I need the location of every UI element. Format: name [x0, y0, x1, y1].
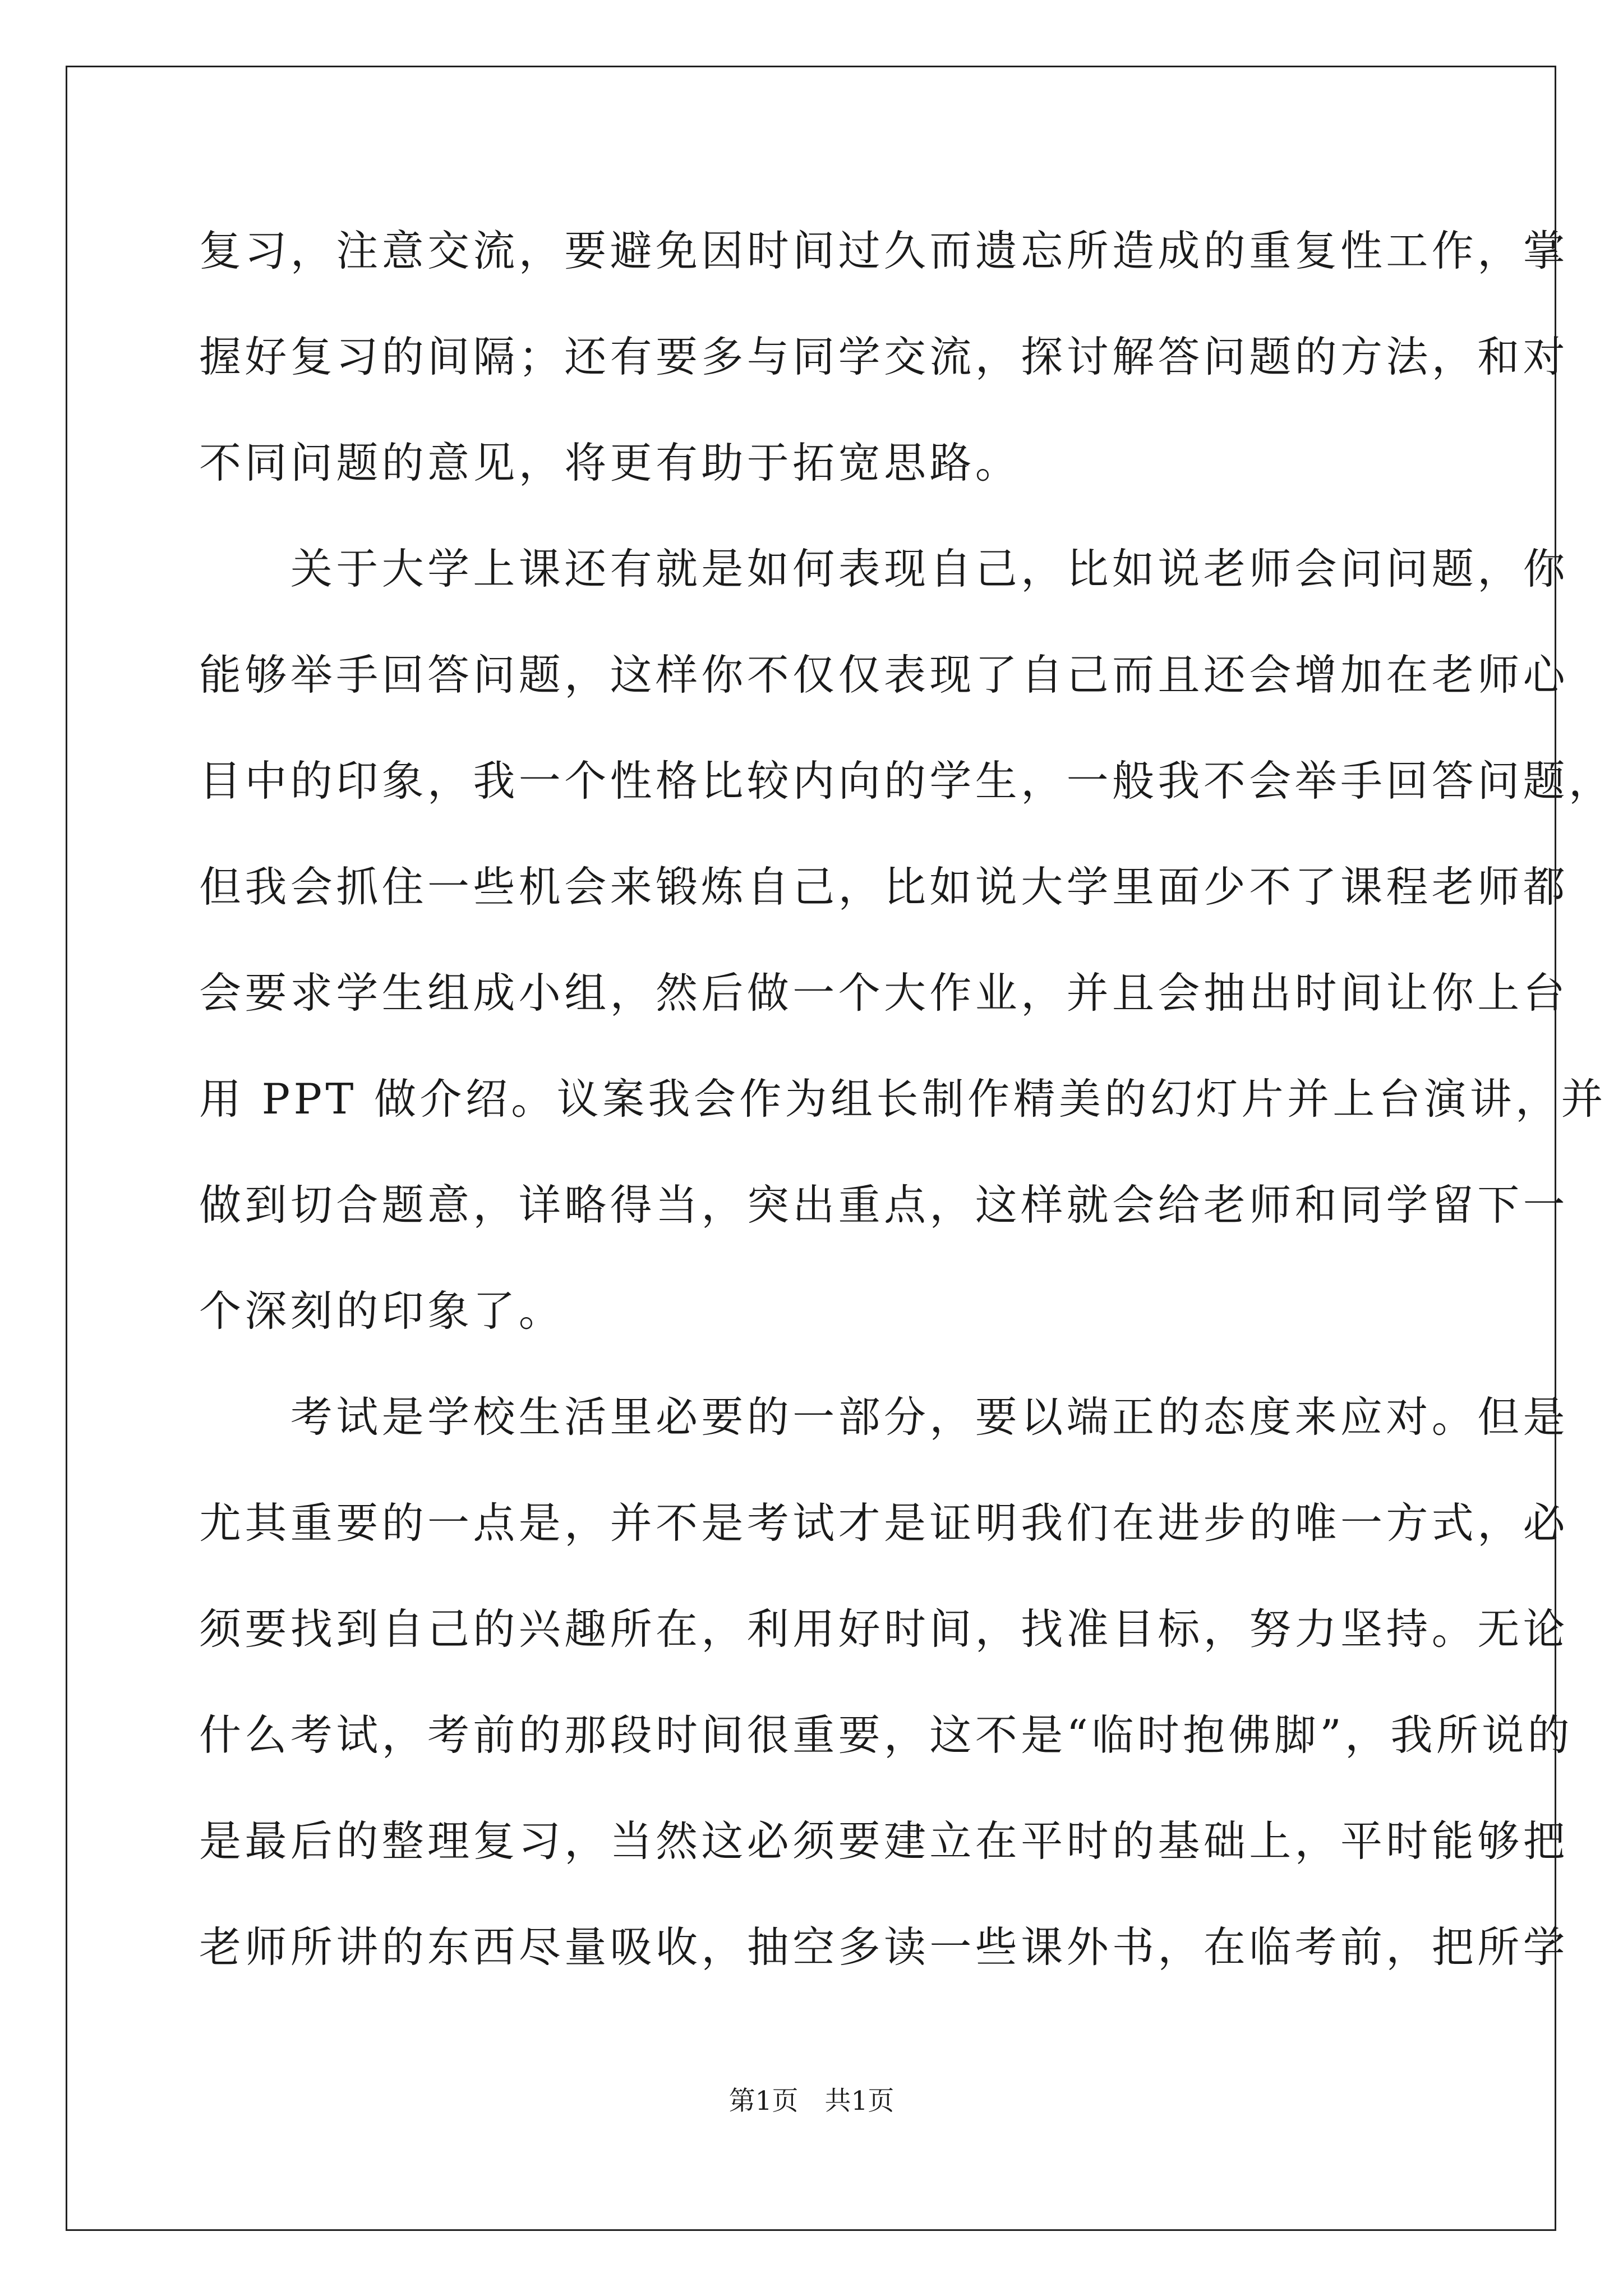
document-body [199, 208, 1615, 2010]
text-line: 会要求学生组成小组，然后做一个大作业，并且会抽出时间让你上台 [199, 968, 1569, 1018]
text-line: 复习，注意交流，要避免因时间过久而遗忘所造成的重复性工作，掌 [199, 226, 1569, 275]
text-line: 目中的印象，我一个性格比较内向的学生，一般我不会举手回答问题， [199, 756, 1615, 806]
text-line: 但我会抓住一些机会来锻炼自己，比如说大学里面少不了课程老师都 [199, 862, 1569, 912]
text-line: 须要找到自己的兴趣所在，利用好时间，找准目标，努力坚持。无论 [199, 1604, 1569, 1654]
text-line: 什么考试，考前的那段时间很重要，这不是“临时抱佛脚”，我所说的 [199, 1710, 1574, 1760]
text-line: 做到切合题意，详略得当，突出重点，这样就会给老师和同学留下一 [199, 1180, 1569, 1230]
text-line: 不同问题的意见，将更有助于拓宽思路。 [199, 438, 1021, 487]
text-line: 考试是学校生活里必要的一部分，要以端正的态度来应对。但是 [199, 1392, 1569, 1442]
text-line: 个深刻的印象了。 [199, 1286, 565, 1336]
text-line: 老师所讲的东西尽量吸收，抽空多读一些课外书，在临考前，把所学 [199, 1922, 1569, 1972]
text-line: 关于大学上课还有就是如何表现自己，比如说老师会问问题，你 [199, 544, 1569, 593]
page-number-footer: 第1页 共1页 [728, 2086, 895, 2116]
text-line: 握好复习的间隔；还有要多与同学交流，探讨解答问题的方法，和对 [199, 332, 1569, 381]
text-line: 尤其重要的一点是，并不是考试才是证明我们在进步的唯一方式，必 [199, 1498, 1569, 1548]
text-line: 能够举手回答问题，这样你不仅仅表现了自己而且还会增加在老师心 [199, 650, 1569, 700]
text-line: 用 PPT 做介绍。议案我会作为组长制作精美的幻灯片并上台演讲，并 [199, 1074, 1607, 1124]
text-line: 是最后的整理复习，当然这必须要建立在平时的基础上，平时能够把 [199, 1816, 1569, 1866]
